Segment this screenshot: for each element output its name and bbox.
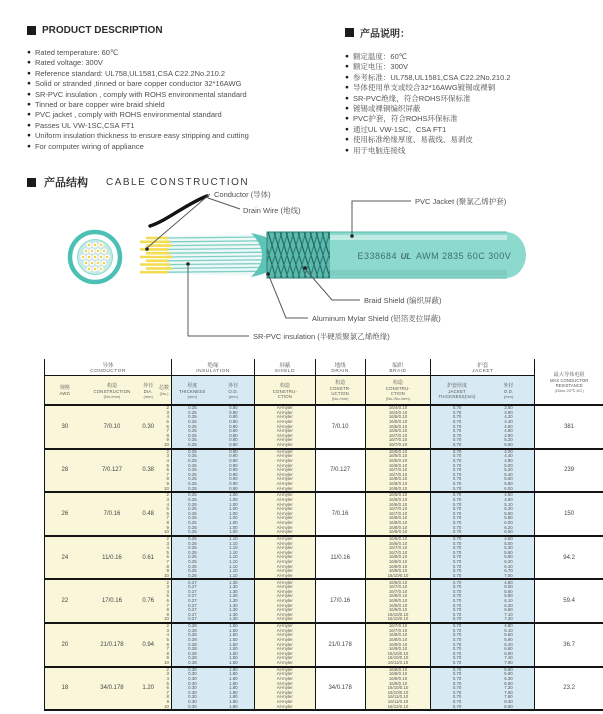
bullet-icon: ● (345, 136, 349, 144)
awg-cell: 24 (61, 554, 69, 561)
group-jacket-cn: 护套 (477, 362, 489, 369)
bullet-icon: ● (345, 53, 349, 60)
header-cores: 芯数 (No.) (159, 385, 170, 396)
section-title: PRODUCT DESCRIPTION (42, 25, 163, 36)
product-description-list-en (27, 48, 332, 152)
construction-cell: 34/0.178 (100, 685, 124, 692)
cores-stack: 2 3 4 5 6 7 8 9 10 (164, 666, 169, 709)
description-item-en: ● Passes UL VW-1SC,CSA FT1 (27, 120, 135, 130)
jacket-thickness-stack: 0.70 0.70 0.70 0.70 0.70 0.70 0.70 0.70 0.70 (452, 405, 462, 447)
bullet-icon: ● (27, 59, 31, 67)
group-jacket (431, 359, 535, 404)
conductor-cell (45, 624, 172, 666)
awg-cell: 28 (61, 467, 69, 474)
thickness-stack: 0.25 0.25 0.25 0.25 0.25 0.25 0.25 0.25 0.25 (188, 535, 197, 578)
description-item-en: ● PVC jacket , comply with ROHS environmental standard (27, 110, 222, 120)
bullet-icon: ● (27, 90, 31, 98)
jacket-thickness-stack: 0.70 0.70 0.70 0.70 0.70 0.70 0.70 0.70 0.70 (452, 448, 462, 491)
jacket-od-cell (483, 580, 534, 622)
conductor-cell (45, 493, 172, 535)
group-braid-cn: 编织 (392, 362, 404, 369)
description-item-cn: ● SR-PVC绝缘，符合ROHS环保标准 (345, 93, 471, 103)
thickness-cell (172, 624, 213, 666)
braid-cell (366, 406, 432, 448)
shield-cell (255, 493, 316, 535)
description-item-en: ● Rated temperature: 60℃ (27, 48, 119, 57)
thickness-stack: 0.25 0.25 0.25 0.25 0.25 0.25 0.25 0.25 0.25 (188, 405, 197, 447)
braid-stack: 16/5/0.10 16/6/0.10 16/6/0.10 16/7/0.10 16/7/0.10 16/8/0.10 16/8/0.10 16/8/0.10 16/9/0.10 (388, 492, 408, 535)
cores-cell (157, 624, 171, 666)
bullet-icon: ● (27, 49, 31, 56)
group-braid-en: BRAID (389, 368, 407, 374)
jacket-od-cell (483, 624, 534, 666)
shield-stack: Al-myler Al-myler Al-myler Al-myler Al-myler Al-myler Al-myler Al-myler Al-myler (276, 623, 293, 665)
product-description-list-cn (345, 52, 595, 156)
label-aluminum-mylar-shield: Aluminum Mylar Shield (铝箔麦拉屏蔽) (312, 314, 441, 323)
jacket-cell (431, 493, 535, 535)
bullet-icon: ● (345, 146, 349, 154)
thickness-cell (172, 668, 213, 710)
braid-stack: 16/5/0.10 16/5/0.10 16/6/0.10 16/6/0.10 16/7/0.10 16/7/0.10 16/8/0.10 16/8/0.10 16/8/0.10 (388, 448, 408, 491)
shield-cell (255, 406, 316, 448)
group-insulation-en: INSULATION (196, 368, 230, 374)
resistance-cell: 59.4 (535, 580, 603, 622)
jacket-print-text (357, 251, 511, 261)
construction-cell: 21/0.178 (100, 641, 124, 648)
insulation-od-stack: 1.50 1.50 1.50 1.50 1.50 1.50 1.50 1.50 1.50 (229, 623, 238, 665)
group-drain (316, 359, 366, 404)
jacket-thickness-cell (431, 406, 482, 448)
insulation-cell (172, 406, 255, 448)
insulation-od-stack: 0.80 0.80 0.80 0.80 0.80 0.80 0.80 0.80 0.80 (229, 405, 238, 447)
shield-stack: Al-myler Al-myler Al-myler Al-myler Al-myler Al-myler Al-myler Al-myler Al-myler (276, 448, 293, 491)
dia-cell: 1.20 (142, 685, 155, 692)
bullet-icon: ● (27, 80, 31, 88)
drain-cell: 7/0.127 (316, 450, 366, 492)
thickness-cell (172, 406, 213, 448)
awg-cell: 18 (61, 685, 69, 692)
group-shield (255, 359, 316, 404)
bullet-icon: ● (27, 142, 31, 150)
label-braid-shield: Braid Shield (编织屏蔽) (364, 296, 442, 305)
thickness-stack: 0.27 0.27 0.27 0.27 0.27 0.27 0.27 0.27 0.27 (188, 579, 197, 622)
cable-construction-diagram (0, 186, 603, 358)
bullet-icon: ● (345, 73, 349, 81)
description-item-en: ● Reference standard: UL758,UL1581,CSA C22.2No.210.2 (27, 68, 226, 78)
group-jacket-en: JACKET (472, 368, 494, 374)
construction-title-en: CABLE CONSTRUCTION (106, 176, 250, 188)
svg-text:AWM 2835 60C 300V: AWM 2835 60C 300V (416, 251, 512, 261)
awg-cell: 20 (61, 641, 69, 648)
jacket-thickness-stack: 0.70 0.70 0.70 0.70 0.70 0.70 0.70 0.70 0.70 (452, 623, 462, 665)
jacket-cell (431, 580, 535, 622)
label-drain-wire: Drain Wire (地线) (243, 206, 301, 215)
shield-cell (255, 450, 316, 492)
header-awg: 规格 AWG (59, 385, 71, 396)
insulation-od-stack: 1.80 1.80 1.80 1.80 1.80 1.80 1.80 1.80 1.80 (229, 666, 238, 709)
cores-stack: 2 3 4 5 6 7 8 9 10 (164, 448, 169, 491)
insulation-od-cell (213, 668, 254, 710)
jacket-thickness-cell (431, 580, 482, 622)
group-drain-cn: 地线 (334, 362, 346, 369)
jacket-cell (431, 450, 535, 492)
resistance-cell: 94.2 (535, 537, 603, 579)
insulation-od-stack: 1.10 1.10 1.10 1.10 1.10 1.10 1.10 1.10 1.10 (229, 535, 238, 578)
description-item-en: ● Solid or stranded ,tinned or bare copper conductor 32*16AWG (27, 79, 242, 89)
bullet-icon: ● (27, 132, 31, 140)
jacket-od-cell (483, 493, 534, 535)
jacket-thickness-cell (431, 537, 482, 579)
jacket-od-stack: 4.00 4.40 4.80 5.00 5.20 5.40 5.60 5.80 6.00 (504, 448, 513, 491)
group-drain-en: DRAIN (331, 368, 349, 374)
table-row (45, 406, 603, 450)
header-thickness: 厚度 THICKNESS (mm) (179, 382, 206, 399)
insulation-cell (172, 537, 255, 579)
braid-cell (366, 537, 432, 579)
bullet-icon: ● (27, 69, 31, 77)
header-shield-construction: 构造 CONSTRU- CTION (272, 382, 298, 399)
section-title-cn: 产品说明： (360, 29, 410, 40)
cores-cell (157, 493, 171, 535)
shield-stack: Al-myler Al-myler Al-myler Al-myler Al-myler Al-myler Al-myler Al-myler Al-myler (276, 492, 293, 535)
drain-cell: 17/0.16 (316, 580, 366, 622)
jacket-thickness-stack: 0.70 0.70 0.70 0.70 0.70 0.70 0.70 0.70 0.70 (452, 535, 462, 578)
resistance-cell: 239 (535, 450, 603, 492)
group-shield-en: SHIELD (274, 368, 296, 374)
description-item-cn: ● 额定温度：60℃ (345, 52, 408, 61)
shield-stack: Al-myler Al-myler Al-myler Al-myler Al-myler Al-myler Al-myler Al-myler Al-myler (276, 666, 293, 709)
drain-cell: 7/0.16 (316, 493, 366, 535)
header-jacket-thickness: 护套厚度 JACKET THICKNESS(mm) (438, 382, 476, 399)
group-conductor-en: CONDUCTOR (90, 368, 126, 374)
resistance-cell: 23.2 (535, 668, 603, 710)
construction-cell: 7/0.127 (101, 467, 122, 474)
header-dia: 外径 DIA. (mm) (143, 382, 154, 399)
drain-cell: 11/0.16 (316, 537, 366, 579)
section-square-icon (27, 26, 36, 35)
insulation-od-cell (213, 406, 254, 448)
description-item-cn: ● 通过UL VW-1SC、CSA FT1 (345, 124, 447, 134)
braid-cell (366, 580, 432, 622)
insulation-cell (172, 624, 255, 666)
insulation-cell (172, 493, 255, 535)
section-square-icon (345, 28, 354, 37)
bullet-icon: ● (345, 94, 349, 102)
description-item-cn: ● 用于电脑连接线 (345, 145, 406, 155)
jacket-od-cell (483, 668, 534, 710)
description-item-cn: ● 额定电压：300V (345, 62, 408, 72)
braid-stack: 16/4/0.10 16/4/0.10 16/5/0.10 16/5/0.10 16/6/0.10 16/6/0.10 16/7/0.10 16/7/0.10 16/7/0.10 (388, 405, 408, 447)
bullet-icon: ● (345, 125, 349, 133)
bullet-icon: ● (27, 121, 31, 129)
description-item-cn: ● 镀锡或裸铜编织屏蔽 (345, 104, 421, 114)
bullet-icon: ● (27, 101, 31, 109)
description-item-en: ● Tinned or bare copper wire braid shield (27, 100, 165, 110)
jacket-od-stack: 4.50 4.90 5.10 5.30 5.50 5.80 6.00 6.20 6.50 (504, 492, 513, 535)
shield-stack: Al-myler Al-myler Al-myler Al-myler Al-myler Al-myler Al-myler Al-myler Al-myler (276, 535, 293, 578)
insulation-cell (172, 450, 255, 492)
construction-title-cn: 产品结构 (44, 177, 88, 189)
table-row (45, 668, 603, 712)
conductor-cell (45, 450, 172, 492)
description-item-en: ● Rated voltage: 300V (27, 58, 103, 68)
description-item-en: ● SR-PVC insulation , comply with ROHS environmental standard (27, 89, 247, 99)
product-description-heading (27, 25, 332, 36)
thickness-cell (172, 450, 213, 492)
shield-cell (255, 537, 316, 579)
label-pvc-jacket: PVC Jacket (聚氯乙烯护套) (415, 197, 507, 206)
braid-stack: 16/8/0.10 16/8/0.10 16/9/0.10 16/9/0.10 16/10/0.10 16/10/0.10 16/11/0.10 16/11/0.10 16/12/0.10 (387, 666, 409, 709)
construction-cell: 11/0.16 (102, 554, 122, 561)
cores-stack: 2 3 4 5 6 7 8 9 10 (164, 535, 169, 578)
jacket-od-stack: 5.60 5.90 6.30 6.90 7.30 7.60 7.90 8.30 8.60 (504, 666, 513, 709)
jacket-cell (431, 668, 535, 710)
braid-cell (366, 450, 432, 492)
awg-cell: 26 (61, 510, 69, 517)
jacket-thickness-stack: 0.70 0.70 0.70 0.70 0.70 0.70 0.70 0.70 0.70 (452, 666, 462, 709)
group-conductor (45, 359, 172, 404)
cable-cross-section (70, 232, 120, 282)
jacket-thickness-cell (431, 668, 482, 710)
group-insulation (172, 359, 255, 404)
insulation-od-cell (213, 624, 254, 666)
table-row (45, 537, 603, 581)
cores-stack: 2 3 4 5 6 7 8 9 10 (164, 579, 169, 622)
insulation-od-stack: 1.00 1.00 1.00 1.00 1.00 1.00 1.00 1.00 1.00 (229, 492, 238, 535)
cores-stack: 2 3 4 5 6 7 8 9 10 (164, 623, 169, 665)
jacket-thickness-cell (431, 624, 482, 666)
insulation-od-cell (213, 580, 254, 622)
group-braid (366, 359, 432, 404)
insulated-cores (166, 234, 267, 276)
cores-stack: 2 3 4 5 6 7 8 9 10 (164, 492, 169, 535)
ul-mark-icon: UL (400, 252, 412, 261)
description-item-en: ● Uniform insulation thickness to ensure easy stripping and cutting (27, 131, 249, 141)
insulation-cell (172, 580, 255, 622)
jacket-od-stack: 4.80 5.00 5.60 5.80 6.10 6.30 6.60 7.10 7.30 (504, 579, 513, 622)
bullet-icon: ● (345, 115, 349, 123)
shield-cell (255, 624, 316, 666)
braid-cell (366, 668, 432, 710)
product-description-cn (345, 25, 595, 156)
thickness-stack: 0.25 0.25 0.25 0.25 0.25 0.25 0.25 0.25 0.25 (188, 448, 197, 491)
conductor-cell (45, 580, 172, 622)
conductor-cell (45, 537, 172, 579)
braid-stack: 16/7/0.10 16/7/0.10 16/8/0.10 16/8/0.10 16/9/0.10 16/9/0.10 16/10/0.10 16/10/0.10 16/11/0.10 (387, 623, 409, 665)
table-row (45, 624, 603, 668)
product-description-cn-heading (345, 25, 595, 40)
header-jacket-od: 外径 O.D. (mm) (503, 382, 514, 399)
bullet-icon: ● (345, 63, 349, 71)
dia-cell: 0.76 (142, 598, 155, 605)
header-insulation-od: 外径 O.D. (mm) (228, 382, 239, 399)
resistance-cell: 381 (535, 406, 603, 448)
description-item-cn: ● 导体使用单支或绞合32*16AWG镀锡或裸铜 (345, 83, 496, 93)
header-construction: 构造 CONSTRUCTION (No./mm) (93, 382, 131, 399)
thickness-stack: 0.30 0.30 0.30 0.30 0.30 0.30 0.30 0.30 0.30 (188, 666, 197, 709)
cores-cell (157, 580, 171, 622)
thickness-cell (172, 537, 213, 579)
jacket-od-cell (483, 450, 534, 492)
thickness-cell (172, 580, 213, 622)
jacket-thickness-stack: 0.70 0.70 0.70 0.70 0.70 0.70 0.70 0.70 0.70 (452, 492, 462, 535)
shield-stack: Al-myler Al-myler Al-myler Al-myler Al-myler Al-myler Al-myler Al-myler Al-myler (276, 405, 293, 447)
cores-cell (157, 450, 171, 492)
description-item-cn: ● 参考标准：UL758,UL1581,CSA C22.2No.210.2 (345, 72, 511, 82)
bullet-icon: ● (345, 105, 349, 113)
jacket-cell (431, 537, 535, 579)
jacket-cell (431, 624, 535, 666)
dia-cell: 0.94 (142, 641, 155, 648)
bullet-icon: ● (27, 111, 31, 119)
conductor-cell (45, 668, 172, 710)
awg-cell: 22 (61, 598, 69, 605)
jacket-thickness-cell (431, 450, 482, 492)
header-max-resistance: 最大导体电阻 MAX CONDUCTOR RESISTANCE (Ω/km,20℃,DC) (535, 359, 603, 404)
insulation-od-stack: 1.30 1.30 1.30 1.30 1.30 1.30 1.30 1.30 1.30 (229, 579, 238, 622)
insulation-od-stack: 0.90 0.90 0.90 0.90 0.90 0.90 0.90 0.90 0.90 (229, 448, 238, 491)
jacket-thickness-cell (431, 493, 482, 535)
jacket-cell (431, 406, 535, 448)
table-header (45, 359, 603, 406)
description-item-cn: ● 使用标准绝缘厚度、易裁线、易剥皮 (345, 135, 473, 145)
label-conductor: Conductor (导体) (214, 190, 271, 199)
drain-cell: 7/0.10 (316, 406, 366, 448)
awg-cell: 30 (61, 423, 69, 430)
shield-stack: Al-myler Al-myler Al-myler Al-myler Al-myler Al-myler Al-myler Al-myler Al-myler (276, 579, 293, 622)
braid-cell (366, 624, 432, 666)
jacket-od-stack: 3.60 3.90 4.20 4.40 4.60 4.80 4.90 5.20 5.50 (504, 405, 513, 447)
construction-cell: 17/0.16 (101, 598, 122, 605)
label-sr-pvc-insulation: SR-PVC insulation (半硬质聚氯乙烯绝缘) (253, 332, 390, 341)
jacket-od-cell (483, 406, 534, 448)
jacket-od-stack: 4.80 5.10 5.60 5.90 6.40 6.60 6.90 7.40 7.90 (504, 623, 513, 665)
cores-cell (157, 406, 171, 448)
description-item-en: ● For computer wiring of appliance (27, 141, 144, 151)
braid-cell (366, 493, 432, 535)
braid-stack: 16/6/0.10 16/6/0.10 16/7/0.10 16/7/0.10 16/8/0.10 16/8/0.10 16/9/0.10 16/9/0.10 16/10/0.10 (387, 535, 409, 578)
cores-cell (157, 537, 171, 579)
bullet-icon: ● (345, 84, 349, 92)
resistance-cell: 150 (535, 493, 603, 535)
dia-cell: 0.48 (142, 510, 155, 517)
shield-cell (255, 580, 316, 622)
drain-cell: 21/0.178 (316, 624, 366, 666)
specification-table (44, 359, 603, 711)
jacket-od-stack: 4.60 5.00 5.30 5.60 5.90 6.20 6.40 6.70 7.00 (504, 535, 513, 578)
header-drain-construction: 构造 CONSTR- UCTION (No./mm) (329, 380, 351, 401)
insulation-od-cell (213, 450, 254, 492)
dia-cell: 0.61 (142, 554, 155, 561)
group-shield-cn: 屏蔽 (279, 362, 291, 369)
insulation-cell (172, 668, 255, 710)
resistance-cell: 36.7 (535, 624, 603, 666)
cores-stack: 2 3 4 5 6 7 8 9 10 (164, 405, 169, 447)
table-row (45, 493, 603, 537)
jacket-od-cell (483, 537, 534, 579)
construction-cell: 7/0.10 (103, 423, 121, 430)
conductor-cell (45, 406, 172, 448)
svg-text:E338684: E338684 (357, 251, 397, 261)
insulation-od-cell (213, 493, 254, 535)
shield-cell (255, 668, 316, 710)
drain-cell: 34/0.178 (316, 668, 366, 710)
dia-cell: 0.38 (142, 467, 155, 474)
header-braid-construction: 构造 CONSTRU- CTION (No./No./mm) (385, 380, 411, 401)
construction-cell: 7/0.16 (103, 510, 121, 517)
dia-cell: 0.30 (142, 423, 155, 430)
thickness-stack: 0.25 0.25 0.25 0.25 0.25 0.25 0.25 0.25 0.25 (188, 492, 197, 535)
jacket-thickness-stack: 0.70 0.70 0.70 0.70 0.70 0.70 0.70 0.70 0.70 (452, 579, 462, 622)
cores-cell (157, 668, 171, 710)
thickness-stack: 0.28 0.28 0.28 0.28 0.28 0.28 0.28 0.28 0.28 (188, 623, 197, 665)
braid-stack: 16/6/0.10 16/7/0.10 16/7/0.10 16/8/0.10 16/8/0.10 16/9/0.10 16/9/0.10 16/10/0.10 16/10/0.10 (387, 579, 409, 622)
table-row (45, 580, 603, 624)
group-insulation-cn: 绝缘 (207, 362, 219, 369)
table-body (45, 406, 603, 711)
insulation-od-cell (213, 537, 254, 579)
thickness-cell (172, 493, 213, 535)
table-row (45, 450, 603, 494)
description-item-cn: ● PVC护套，符合ROHS环保标准 (345, 114, 458, 124)
group-conductor-cn: 导体 (102, 362, 114, 369)
product-description-en (27, 25, 332, 152)
